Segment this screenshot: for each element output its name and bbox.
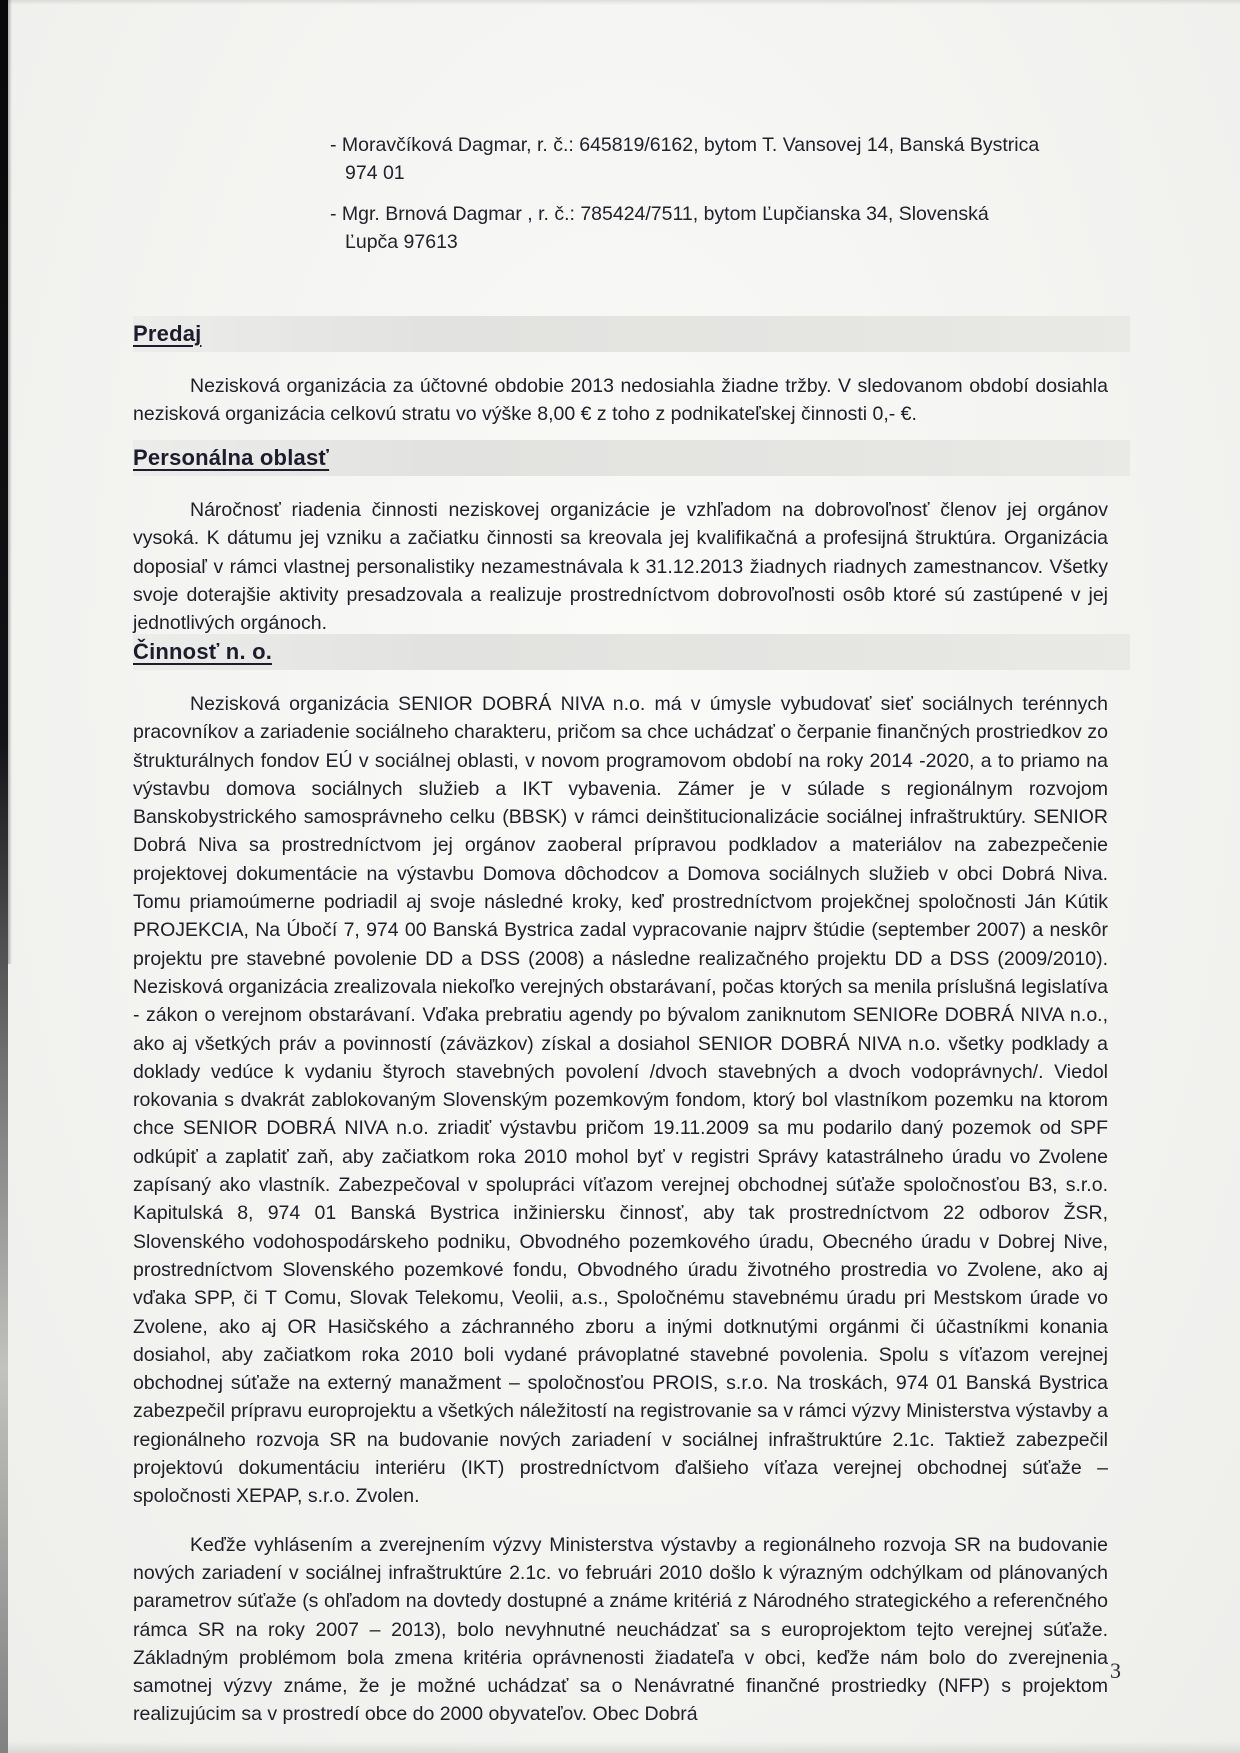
section-predaj <box>133 316 1130 429</box>
party-item-moravcikova: - Moravčíková Dagmar, r. č.: 645819/6162, bytom T. Vansovej 14, Banská Bystrica 974 01 <box>330 134 1040 184</box>
section-cinnost-no <box>133 634 1130 1729</box>
section-heading-text: Personálna oblasť <box>133 445 330 470</box>
scan-edge-left-soft <box>8 0 12 964</box>
scan-edge-bottom <box>0 1741 1240 1753</box>
scan-edge-top <box>0 0 1240 5</box>
section-heading-text: Predaj <box>133 321 202 346</box>
section-heading-personalna-oblast <box>133 440 1130 476</box>
section-personalna-oblast <box>133 440 1130 637</box>
section-heading-predaj <box>133 316 1130 352</box>
paragraph-personalna-oblast: Náročnosť riadenia činnosti neziskovej organizácie je vzhľadom na dobrovoľnosť členov jej orgánov vysoká. K dátumu jej vzniku a začiatku činnosti sa kreovala jej kvalifikačná a profesijná štruktúra. Organizácia doposiaľ v rámci vlastnej personalistiky nezamestnávala k 31.12.2013 žiadnych riadnych zamestnancov. Všetky svoje doterajšie aktivity presadzovala a realizuje prostredníctvom dobrovoľnosti osôb ktoré sú zastúpené v jej jednotlivých orgánoch. <box>133 499 1108 635</box>
paragraph-predaj: Nezisková organizácia za účtovné obdobie 2013 nedosiahla žiadne tržby. V sledovanom období dosiahla nezisková organizácia celkovú stratu vo výške 8,00 € z toho z podnikateľskej činnosti 0,- €. <box>133 375 1108 426</box>
section-heading-cinnost-no <box>133 634 1130 670</box>
page-number: 3 <box>1110 1658 1121 1683</box>
party-list <box>330 131 1044 269</box>
section-heading-text: Činnosť n. o. <box>133 639 273 664</box>
scan-edge-left <box>0 0 8 1753</box>
paragraph-cinnost-1: Nezisková organizácia SENIOR DOBRÁ NIVA n.o. má v úmysle vybudovať sieť sociálnych terénnych pracovníkov a zariadenie sociálneho charakteru, pričom sa chce uchádzať o čerpanie finančných prostriedkov zo štrukturálnych fondov EÚ v sociálnej oblasti, v novom programovom období na roky 2014 -2020, a to priamo na výstavbu domova sociálnych služieb a IKT vybavenia. Zámer je v súlade s regionálnym rozvojom Banskobystrického samosprávneho celku (BBSK) v rámci deinštitucionalizácie sociálnej infraštruktúry. SENIOR Dobrá Niva sa prostredníctvom jej orgánov zaoberal prípravou podkladov a materiálov na zabezpečenie projektovej dokumentácie na výstavbu Domova dôchodcov a Domova sociálnych služieb v obci Dobrá Niva. Tomu priamoúmerne podriadil aj svoje následné kroky, keď prostredníctvom projekčnej spoločnosti Ján Kútik PROJEKCIA, Na Úbočí 7, 974 00 Banská Bystrica zadal vypracovanie najprv štúdie (september 2007) a neskôr projektu pre stavebné povolenie DD a DSS (2008) a následne realizačného projektu DD a DSS (2009/2010). Nezisková organizácia zrealizovala niekoľko verejných obstarávaní, počas ktorých sa menila príslušná legislatíva - zákon o verejnom obstarávaní. Vďaka prebratiu agendy po bývalom zaniknutom SENIORe DOBRÁ NIVA n.o., ako aj všetkých práv a povinností (záväzkov) získal a dosiahol SENIOR DOBRÁ NIVA n.o. všetky podklady a doklady vedúce k vydaniu štyroch stavebných povolení /dvoch stavebných a dvoch vodoprávnych/. Viedol rokovania s dvakrát zablokovaným Slovenským pozemkovým fondom, ktorý bol vlastníkom pozemku na ktorom chce SENIOR DOBRÁ NIVA n.o. zriadiť výstavbu pričom 19.11.2009 sa mu podarilo daný pozemok od SPF odkúpiť a zaplatiť zaň, aby začiatkom roka 2010 mohol byť v registri Správy katastrálneho úradu vo Zvolene zapísaný ako vlastník. Zabezpečoval v spolupráci víťazom verejnej obchodnej súťaže spoločnosťou B3, s.r.o. Kapitulská 8, 974 01 Banská Bystrica inžiniersku činnosť, aby tak prostredníctvom 22 odborov ŽSR, Slovenského vodohospodárskeho podniku, Obvodného pozemkového úradu, Obecného úradu v Dobrej Nive, prostredníctvom Slovenského pozemkové fondu, Obvodného úradu životného prostredia vo Zvolene, ako aj vďaka SPP, či T Comu, Slovak Telekomu, Veolii, a.s., Spoločnému stavebnému úradu pri Mestskom úrade vo Zvolene, ako aj OR Hasičského a záchranného zboru a inými dotknutými orgánmi či účastníkmi konania dosiahol, aby začiatkom roka 2010 boli vydané právoplatné stavebné povolenia. Spolu s víťazom verejnej obchodnej súťaže na externý manažment – spoločnosťou PROIS, s.r.o. Na troskách, 974 01 Banská Bystrica zabezpečil prípravu europrojektu a všetkých náležitostí na registrovanie sa v rámci výzvy Ministerstva výstavby a regionálneho rozvoja SR na budovanie nových zariadení v sociálnej infraštruktúre 2.1c. Taktiež zabezpečil projektovú dokumentáciu interiéru (IKT) prostredníctvom ďalšieho víťaza verejnej obchodnej súťaže – spoločnosti XEPAP, s.r.o. Zvolen. <box>133 693 1108 1508</box>
paragraph-cinnost-2: Keďže vyhlásením a zverejnením výzvy Ministerstva výstavby a regionálneho rozvoja SR na budovanie nových zariadení v sociálnej infraštruktúre 2.1c. vo februári 2010 došlo k výrazným odchýlkam od plánovaných parametrov súťaže (s ohľadom na dovtedy dostupné a známe kritériá z Národného strategického a referenčného rámca SR na roky 2007 – 2013), bolo nevyhnutné neuchádzať sa s europrojektom tejto verejnej súťaže. Základným problémom bola zmena kritéria oprávnenosti žiadateľa v obci, keďže nám bolo do zverejnenia samotnej výzvy známe, že je možné uchádzať sa o Nenávratné finančné prostriedky (NFP) s projektom realizujúcim sa v prostredí obce do 2000 obyvateľov. Obec Dobrá <box>133 1533 1108 1726</box>
party-item-brnova: - Mgr. Brnová Dagmar , r. č.: 785424/7511, bytom Ľupčianska 34, Slovenská Ľupča 97613 <box>330 203 989 253</box>
